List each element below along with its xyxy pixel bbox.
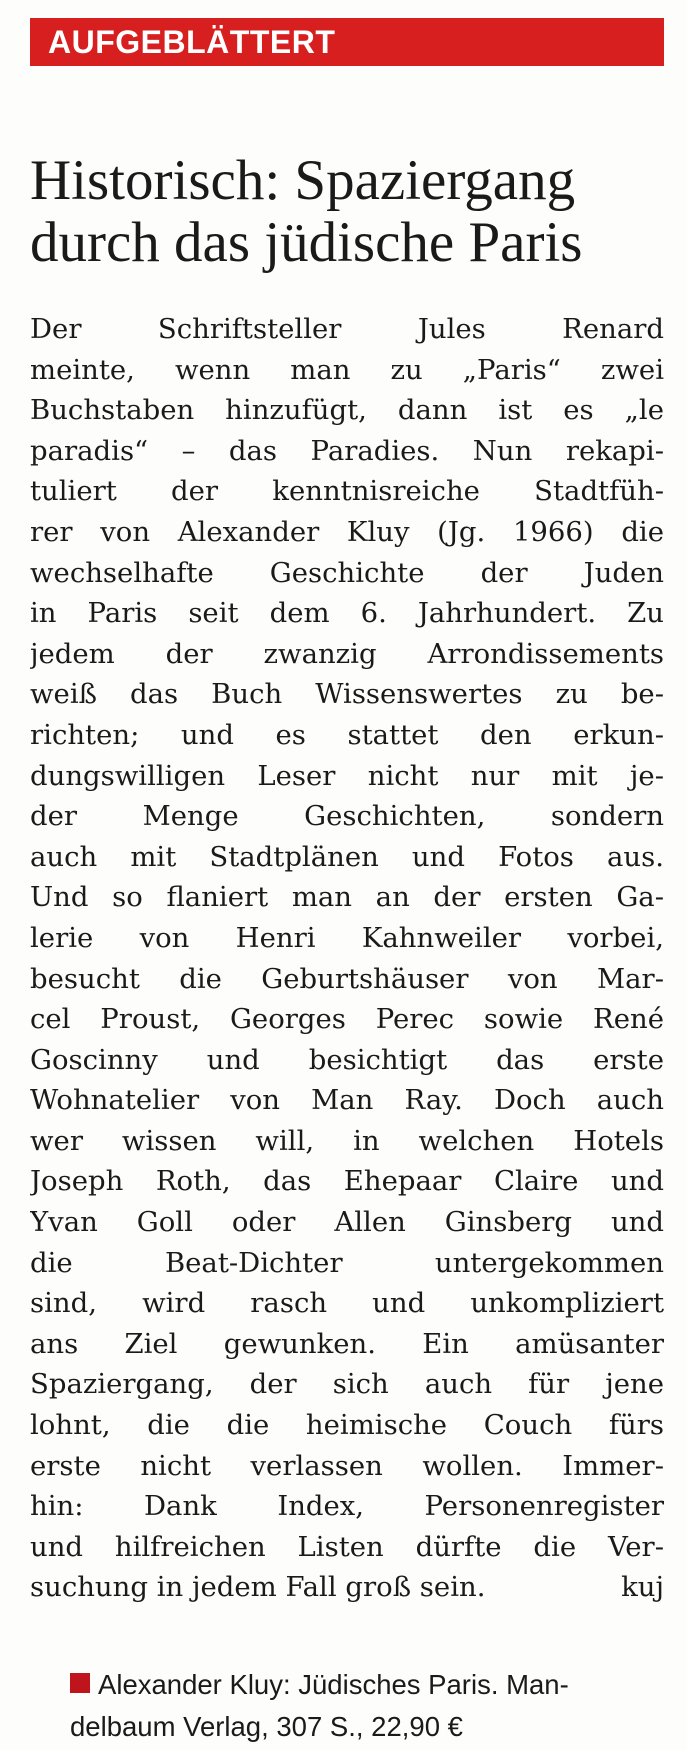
body-line: weiß das Buch Wissenswertes zu be- [30,678,664,711]
body-line: wechselhafte Geschichte der Juden [30,556,664,589]
body-line: paradis“ – das Paradies. Nun rekapi- [30,434,664,467]
source-line-2: delbaum Verlag, 307 S., 22,90 € [70,1711,463,1742]
book-source-info [70,1664,670,1748]
body-line: rer von Alexander Kluy (Jg. 1966) die [30,515,664,548]
body-line: Spaziergang, der sich auch für jene [30,1368,664,1401]
body-line: ans Ziel gewunken. Ein amüsanter [30,1327,664,1360]
source-line-1-text: Alexander Kluy: Jüdisches Paris. Man- [98,1669,569,1700]
author-tag: kuj [621,1571,664,1604]
body-line: der Menge Geschichten, sondern [30,800,664,833]
body-line: Joseph Roth, das Ehepaar Claire und [30,1165,664,1198]
body-last-line-text: suchung in jedem Fall groß sein. [30,1571,486,1604]
body-line: Goscinny und besichtigt das erste [30,1043,664,1076]
headline-line-1: Historisch: Spaziergang [30,149,576,212]
body-line: Der Schriftsteller Jules Renard [30,313,664,345]
body-line: Yvan Goll oder Allen Ginsberg und [30,1206,664,1239]
body-line: cel Proust, Georges Perec sowie René [30,1003,664,1036]
body-last-line [30,1567,664,1608]
body-line: sind, wird rasch und unkompliziert [30,1287,664,1320]
body-line: Und so flaniert man an der ersten Ga- [30,881,664,914]
body-line: hin: Dank Index, Personenregister [30,1490,664,1523]
body-line: Wohnatelier von Man Ray. Doch auch [30,1084,664,1117]
section-label: AUFGEBLÄTTERT [48,24,336,60]
body-line: in Paris seit dem 6. Jahrhundert. Zu [30,597,664,630]
body-line: besucht die Geburtshäuser von Mar- [30,962,664,995]
section-banner [30,18,664,66]
article-body [30,309,670,1608]
body-line: dungswilligen Leser nicht nur mit je- [30,759,664,792]
body-line: lohnt, die die heimische Couch fürs [30,1409,664,1442]
body-line: und hilfreichen Listen dürfte die Ver- [30,1530,664,1563]
body-line: tuliert der kenntnisreiche Stadtfüh- [30,475,664,508]
body-line: richten; und es stattet den erkun- [30,718,664,751]
body-line: erste nicht verlassen wollen. Immer- [30,1449,664,1482]
body-line: jedem der zwanzig Arrondissements [30,637,664,670]
body-line: lerie von Henri Kahnweiler vorbei, [30,921,664,954]
body-line: wer wissen will, in welchen Hotels [30,1124,664,1157]
body-line: die Beat-Dichter untergekommen [30,1246,664,1279]
body-line: Buchstaben hinzufügt, dann ist es „le [30,394,664,427]
source-line-1 [70,1664,670,1706]
square-bullet-icon [70,1673,90,1693]
article-headline [30,150,664,274]
body-line: auch mit Stadtplänen und Fotos aus. [30,840,664,873]
headline-line-2: durch das jüdische Paris [30,211,583,274]
body-line: meinte, wenn man zu „Paris“ zwei [30,353,664,386]
